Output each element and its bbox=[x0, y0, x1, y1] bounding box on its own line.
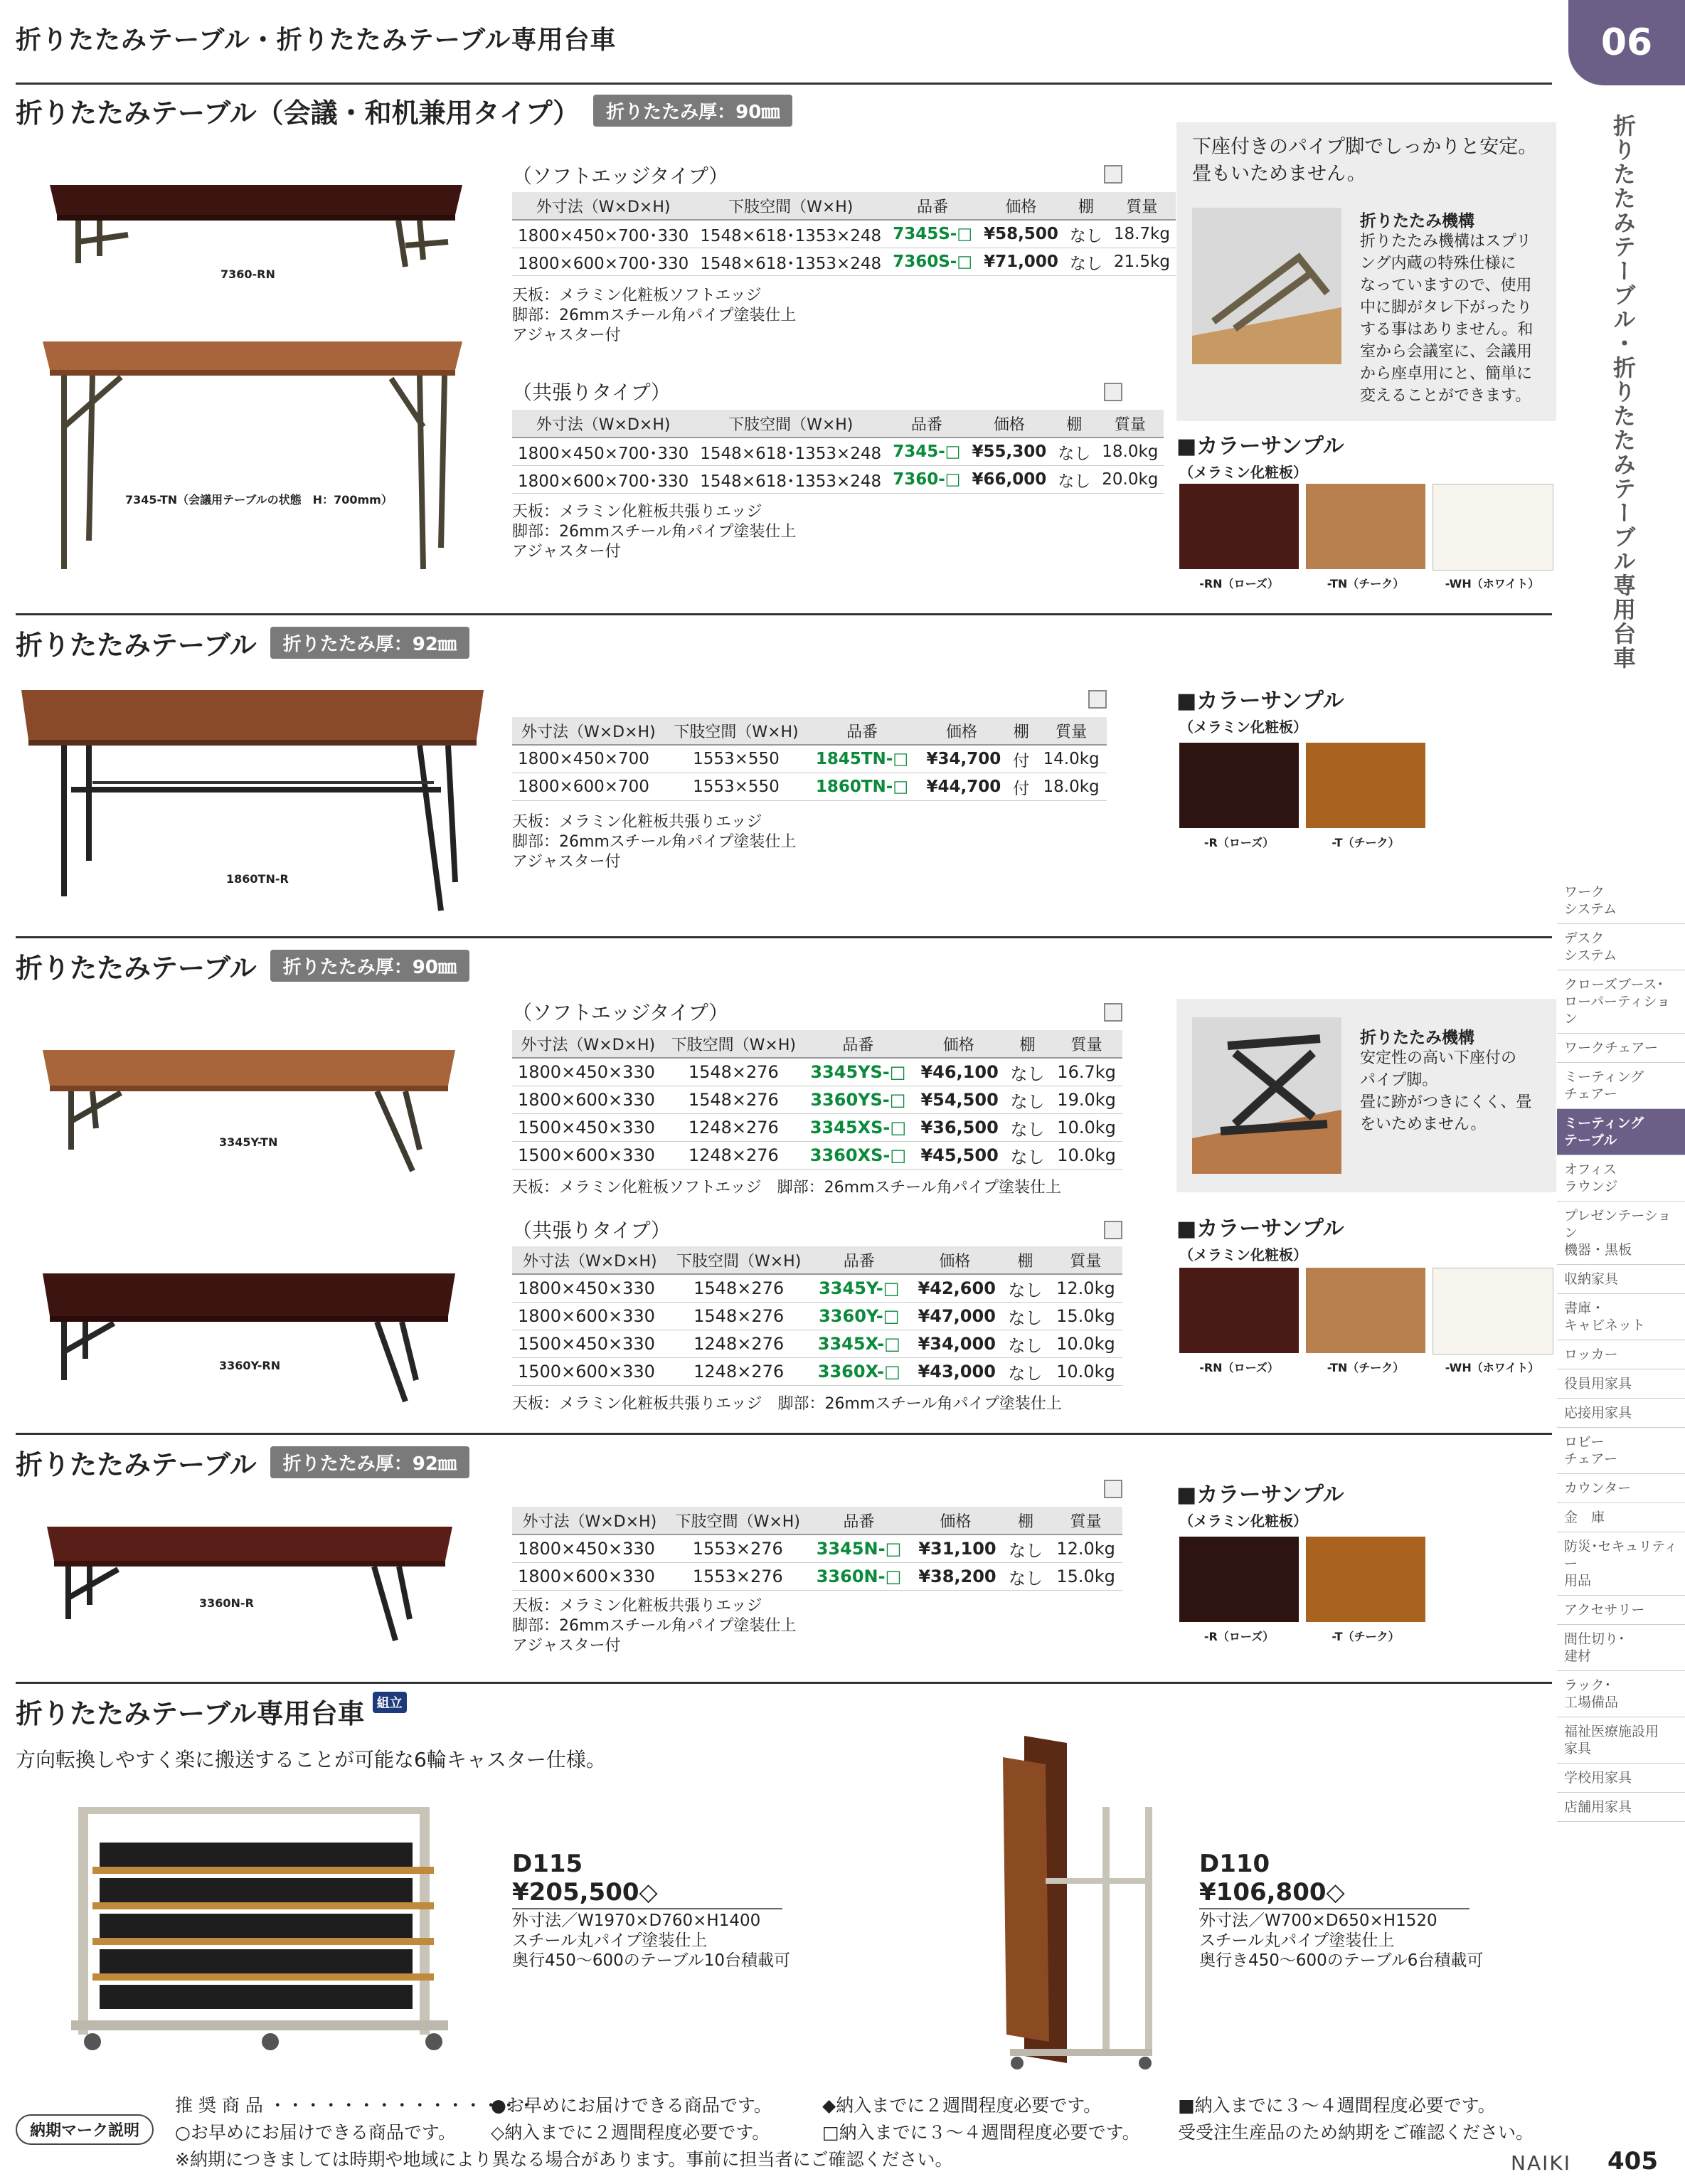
sec1-soft-table bbox=[512, 192, 1176, 276]
side-nav-item[interactable]: 金 庫 bbox=[1557, 1503, 1685, 1532]
cell: 1548×618･1353×248 bbox=[694, 248, 887, 276]
col-weight: 質量 bbox=[1049, 1246, 1122, 1274]
page-number: 405 bbox=[1607, 2147, 1658, 2175]
swatch-white bbox=[1432, 1268, 1553, 1355]
price-rule bbox=[512, 1908, 782, 1909]
swatch-label: -R（ローズ） bbox=[1203, 836, 1275, 849]
product-code: 7345-□ bbox=[887, 438, 966, 466]
product-code: 7360-□ bbox=[887, 466, 966, 494]
swatch-rose bbox=[1179, 743, 1299, 828]
side-nav-item[interactable]: 収納家具 bbox=[1557, 1265, 1685, 1294]
product-code: 7345S-□ bbox=[887, 220, 978, 248]
image-label: 1860TN-R bbox=[226, 872, 289, 886]
table-row bbox=[512, 1303, 1122, 1330]
sec3-soft-subtitle: （ソフトエッジタイプ） bbox=[512, 1001, 729, 1024]
folding-mechanism-image bbox=[1192, 208, 1341, 364]
sec4-title: 折りたたみテーブル bbox=[16, 1449, 257, 1480]
side-nav-item[interactable]: 福祉医療施設用 家具 bbox=[1557, 1717, 1685, 1764]
cell: なし bbox=[1001, 1330, 1049, 1358]
cell: 1548×276 bbox=[668, 1274, 810, 1303]
cell: 1248×276 bbox=[664, 1142, 804, 1170]
side-nav-item[interactable]: クローズブース･ ローパーティション bbox=[1557, 970, 1685, 1034]
product-code: 3360Y-□ bbox=[810, 1303, 908, 1330]
col-code: 品番 bbox=[807, 717, 916, 745]
table-row bbox=[512, 1534, 1122, 1563]
cell: 14.0kg bbox=[1036, 745, 1107, 773]
table-row bbox=[512, 1114, 1122, 1142]
sec1-soft-subtitle: （ソフトエッジタイプ） bbox=[512, 164, 729, 188]
swatch-subtitle: （メラミン化粧板） bbox=[1179, 464, 1307, 481]
table-row bbox=[512, 466, 1164, 494]
cell: なし bbox=[1001, 1274, 1049, 1303]
swatch-label: -T（チーク） bbox=[1331, 836, 1400, 849]
price: ¥47,000 bbox=[908, 1303, 1001, 1330]
col-leg: 下肢空間（W×H) bbox=[668, 1246, 810, 1274]
col-leg: 下肢空間（W×H) bbox=[694, 410, 887, 438]
checkbox-icon bbox=[1104, 165, 1122, 184]
feature-body: 安定性の高い下座付の パイプ脚。 畳に跡がつきにくく、畳 をいためません。 bbox=[1360, 1049, 1532, 1133]
side-nav-item[interactable]: ロッカー bbox=[1557, 1340, 1685, 1369]
legend-line2-2weeks: ◇納入までに２週間程度必要です。 bbox=[491, 2122, 770, 2143]
price: ¥66,000 bbox=[967, 466, 1053, 494]
cell: 付 bbox=[1006, 773, 1036, 801]
legend-line2-made-to-order: 受受注生産品のため納期をご確認ください。 bbox=[1178, 2122, 1534, 2143]
col-price: 価格 bbox=[908, 1246, 1001, 1274]
table-row bbox=[512, 1330, 1122, 1358]
vertical-section-title: 折りたたみテーブル・折りたたみテーブル専用台車 bbox=[1610, 114, 1637, 670]
cell: 1248×276 bbox=[664, 1114, 804, 1142]
side-nav-item[interactable]: アクセサリー bbox=[1557, 1596, 1685, 1625]
product-code: 3360YS-□ bbox=[803, 1086, 913, 1114]
swatch-rose bbox=[1179, 1537, 1299, 1622]
cell: 1548×276 bbox=[668, 1303, 810, 1330]
cell: 21.5kg bbox=[1108, 248, 1176, 276]
cell: なし bbox=[1002, 1563, 1050, 1591]
sec2-title: 折りたたみテーブル bbox=[16, 630, 257, 661]
legend-line1-2weeks: ◆納入までに２週間程度必要です。 bbox=[822, 2095, 1102, 2116]
swatch-teak bbox=[1306, 1268, 1425, 1353]
col-dims: 外寸法（W×D×H) bbox=[512, 192, 694, 220]
cell: 1553×550 bbox=[665, 773, 808, 801]
cell: 10.0kg bbox=[1049, 1330, 1122, 1358]
cell: 1800×600×700 bbox=[512, 773, 665, 801]
sec3-tomo-subtitle: （共張りタイプ） bbox=[512, 1219, 671, 1242]
legend-footnote: ※納期につきましては時期や地域により異なる場合があります。事前に担当者にご確認ください。 bbox=[175, 2149, 953, 2170]
col-shelf: 棚 bbox=[1002, 1507, 1050, 1534]
swatch-subtitle: （メラミン化粧板） bbox=[1179, 719, 1307, 736]
side-nav-item[interactable]: ラック･ 工場備品 bbox=[1557, 1671, 1685, 1717]
delivery-legend-badge: 納期マーク説明 bbox=[16, 2114, 154, 2145]
price: ¥34,000 bbox=[908, 1330, 1001, 1358]
table-image-7360-rn bbox=[36, 178, 477, 270]
cell: 10.0kg bbox=[1051, 1114, 1122, 1142]
cell: 1553×550 bbox=[665, 745, 808, 773]
cell: なし bbox=[1004, 1086, 1051, 1114]
cell: なし bbox=[1001, 1303, 1049, 1330]
price: ¥31,100 bbox=[909, 1534, 1002, 1563]
checkbox-icon bbox=[1088, 690, 1107, 709]
side-nav-item[interactable]: 学校用家具 bbox=[1557, 1764, 1685, 1793]
product-code: 3360X-□ bbox=[810, 1358, 908, 1386]
price: ¥58,500 bbox=[978, 220, 1064, 248]
cell: 1800×450×330 bbox=[512, 1058, 664, 1086]
cell: 1800×450×700･330 bbox=[512, 220, 694, 248]
sec2-header bbox=[16, 623, 469, 662]
price: ¥38,200 bbox=[909, 1563, 1002, 1591]
price: ¥34,700 bbox=[917, 745, 1007, 773]
product-code: 3345YS-□ bbox=[803, 1058, 913, 1086]
cell: 18.7kg bbox=[1108, 220, 1176, 248]
product-code: 1845TN-□ bbox=[807, 745, 916, 773]
price: ¥71,000 bbox=[978, 248, 1064, 276]
legend-line2-3weeks: □納入までに３～４週間程度必要です。 bbox=[822, 2122, 1140, 2143]
cart1-desc: 外寸法／W1970×D760×H1400 スチール丸パイプ塗装仕上 奥行450～600のテーブル10台積載可 bbox=[512, 1912, 790, 1970]
swatch-white bbox=[1432, 484, 1553, 571]
product-code: 3345N-□ bbox=[809, 1534, 909, 1563]
col-price: 価格 bbox=[978, 192, 1064, 220]
sec3-header bbox=[16, 946, 469, 985]
side-nav-item[interactable]: カウンター bbox=[1557, 1474, 1685, 1503]
cell: 12.0kg bbox=[1049, 1274, 1122, 1303]
side-nav-item[interactable]: 店舗用家具 bbox=[1557, 1793, 1685, 1822]
checkbox-icon bbox=[1104, 1480, 1122, 1498]
table-row bbox=[512, 1058, 1122, 1086]
cell: 1800×450×330 bbox=[512, 1534, 667, 1563]
swatch-label: -RN（ローズ） bbox=[1199, 1361, 1279, 1374]
product-code: 1860TN-□ bbox=[807, 773, 916, 801]
col-shelf: 棚 bbox=[1001, 1246, 1049, 1274]
sec1-thickness-tag: 折りたたみ厚：90㎜ bbox=[593, 95, 792, 127]
col-shelf: 棚 bbox=[1006, 717, 1036, 745]
sec3-title: 折りたたみテーブル bbox=[16, 953, 257, 984]
product-code: 3360N-□ bbox=[809, 1563, 909, 1591]
price: ¥45,500 bbox=[913, 1142, 1004, 1170]
cart-image-d110 bbox=[982, 1736, 1159, 2070]
folding-mechanism-image bbox=[1192, 1017, 1341, 1174]
sec1-title: 折りたたみテーブル（会議・和机兼用タイプ） bbox=[16, 97, 580, 129]
cart1-price: ¥205,500◇ bbox=[512, 1878, 658, 1907]
cell: 1800×600×330 bbox=[512, 1086, 664, 1114]
sec3-soft-table bbox=[512, 1030, 1122, 1170]
cell: 1800×600×330 bbox=[512, 1563, 667, 1591]
side-nav-item-active[interactable]: ミーティング テーブル bbox=[1557, 1109, 1685, 1155]
swatch-title: ■カラーサンプル bbox=[1176, 689, 1344, 714]
col-leg: 下肢空間（W×H) bbox=[667, 1507, 809, 1534]
cell: 1248×276 bbox=[668, 1358, 810, 1386]
col-shelf: 棚 bbox=[1004, 1030, 1051, 1058]
col-code: 品番 bbox=[887, 410, 966, 438]
sec2-thickness-tag: 折りたたみ厚：92㎜ bbox=[270, 627, 469, 659]
col-price: 価格 bbox=[913, 1030, 1004, 1058]
sec3-soft-note: 天板：メラミン化粧板ソフトエッジ 脚部：26mmスチール角パイプ塗装仕上 bbox=[512, 1179, 1061, 1197]
sec5-header bbox=[16, 1692, 407, 1731]
side-nav-item[interactable]: デスク システム bbox=[1557, 924, 1685, 970]
col-leg: 下肢空間（W×H) bbox=[664, 1030, 804, 1058]
product-code: 3345XS-□ bbox=[803, 1114, 913, 1142]
section-divider bbox=[16, 936, 1552, 938]
cell: 1800×600×330 bbox=[512, 1303, 668, 1330]
side-nav-item[interactable]: オフィス ラウンジ bbox=[1557, 1155, 1685, 1202]
col-code: 品番 bbox=[809, 1507, 909, 1534]
swatch-title: ■カラーサンプル bbox=[1176, 1483, 1344, 1507]
side-nav bbox=[1557, 878, 1685, 1822]
cell: 1553×276 bbox=[667, 1534, 809, 1563]
legend-line1-stock: ●お早めにお届けできる商品です。 bbox=[491, 2095, 772, 2116]
swatch-label: -WH（ホワイト） bbox=[1445, 577, 1540, 590]
col-dims: 外寸法（W×D×H) bbox=[512, 1030, 664, 1058]
cell: 1800×450×700 bbox=[512, 745, 665, 773]
chapter-tab: 06 bbox=[1568, 0, 1685, 85]
col-price: 価格 bbox=[917, 717, 1007, 745]
cart2-price: ¥106,800◇ bbox=[1199, 1878, 1345, 1907]
col-dims: 外寸法（W×D×H) bbox=[512, 1246, 668, 1274]
sec4-table bbox=[512, 1507, 1122, 1591]
sec3-feature-box bbox=[1176, 999, 1556, 1192]
cart2-desc: 外寸法／W700×D650×H1520 スチール丸パイプ塗装仕上 奥行き450～600のテーブル6台積載可 bbox=[1199, 1912, 1484, 1970]
table-row bbox=[512, 220, 1176, 248]
cell: 1800×450×330 bbox=[512, 1274, 668, 1303]
cell: なし bbox=[1002, 1534, 1050, 1563]
legend-line2-stock: ○お早めにお届けできる商品です。 bbox=[175, 2122, 456, 2143]
price: ¥46,100 bbox=[913, 1058, 1004, 1086]
cell: 15.0kg bbox=[1049, 1303, 1122, 1330]
col-shelf: 棚 bbox=[1052, 410, 1096, 438]
col-dims: 外寸法（W×D×H) bbox=[512, 410, 694, 438]
cell: 1548×618･1353×248 bbox=[694, 466, 887, 494]
section-divider bbox=[16, 613, 1552, 615]
cell: 12.0kg bbox=[1049, 1534, 1122, 1563]
side-nav-item[interactable]: ロビー チェアー bbox=[1557, 1428, 1685, 1474]
cart2-model: D110 bbox=[1199, 1850, 1270, 1878]
cell: 付 bbox=[1006, 745, 1036, 773]
legend-line1-3weeks: ■納入までに３～４週間程度必要です。 bbox=[1178, 2095, 1496, 2116]
cell: 1553×276 bbox=[667, 1563, 809, 1591]
product-code: 7360S-□ bbox=[887, 248, 978, 276]
price: ¥44,700 bbox=[917, 773, 1007, 801]
cell: 19.0kg bbox=[1051, 1086, 1122, 1114]
price: ¥43,000 bbox=[908, 1358, 1001, 1386]
cell: 20.0kg bbox=[1096, 466, 1164, 494]
sec3-thickness-tag: 折りたたみ厚：90㎜ bbox=[270, 950, 469, 982]
col-weight: 質量 bbox=[1051, 1030, 1122, 1058]
swatch-teak bbox=[1306, 1537, 1425, 1622]
table-image-7345-tn bbox=[36, 334, 477, 576]
table-row bbox=[512, 773, 1107, 801]
col-leg: 下肢空間（W×H) bbox=[665, 717, 808, 745]
sec1-tomo-subtitle: （共張りタイプ） bbox=[512, 381, 671, 404]
image-label: 3345Y-TN bbox=[219, 1135, 278, 1149]
cell: 1800×450×700･330 bbox=[512, 438, 694, 466]
col-code: 品番 bbox=[803, 1030, 913, 1058]
swatch-label: -TN（チーク） bbox=[1327, 577, 1405, 590]
cell: なし bbox=[1004, 1114, 1051, 1142]
side-nav-item[interactable]: 書庫・ キャビネット bbox=[1557, 1294, 1685, 1340]
col-code: 品番 bbox=[887, 192, 978, 220]
page-title: 折りたたみテーブル・折りたたみテーブル専用台車 bbox=[16, 26, 617, 55]
col-weight: 質量 bbox=[1096, 410, 1164, 438]
cell: 1500×450×330 bbox=[512, 1114, 664, 1142]
feature-head: 折りたたみ機構 bbox=[1360, 1029, 1474, 1047]
col-weight: 質量 bbox=[1049, 1507, 1122, 1534]
cell: なし bbox=[1052, 438, 1096, 466]
cell: 1800×600×700･330 bbox=[512, 466, 694, 494]
feature-body: 折りたたみ機構はスプリ ング内蔵の特殊仕様に なっていますので、使用 中に脚がタレ下がったり する事はありません。和 室から会議室に、会議用 から座卓用にと、簡単に 変えることができます。 bbox=[1360, 233, 1533, 405]
cell: 1548×276 bbox=[664, 1058, 804, 1086]
swatch-rose bbox=[1179, 484, 1299, 569]
sec4-thickness-tag: 折りたたみ厚：92㎜ bbox=[270, 1446, 469, 1478]
image-label: 3360N-R bbox=[199, 1596, 254, 1610]
cell: なし bbox=[1064, 248, 1108, 276]
sec2-table bbox=[512, 717, 1107, 801]
cell: なし bbox=[1004, 1058, 1051, 1086]
cell: 1548×276 bbox=[664, 1086, 804, 1114]
price-rule bbox=[1199, 1908, 1469, 1909]
cell: 1548×618･1353×248 bbox=[694, 438, 887, 466]
brand-name: NAIKI bbox=[1511, 2151, 1571, 2175]
cell: 18.0kg bbox=[1096, 438, 1164, 466]
checkbox-icon bbox=[1104, 383, 1122, 401]
feature-lead: 下座付きのパイプ脚でしっかりと安定。 畳もいためません。 bbox=[1192, 136, 1538, 185]
cart-image-d115 bbox=[64, 1800, 462, 2056]
price: ¥42,600 bbox=[908, 1274, 1001, 1303]
side-nav-item[interactable]: 間仕切り･ 建材 bbox=[1557, 1625, 1685, 1671]
cell: 15.0kg bbox=[1049, 1563, 1122, 1591]
sec1-header bbox=[16, 91, 792, 130]
col-leg: 下肢空間（W×H) bbox=[694, 192, 887, 220]
sec5-lead: 方向転換しやすく楽に搬送することが可能な6輪キャスター仕様。 bbox=[16, 1748, 606, 1771]
checkbox-icon bbox=[1104, 1221, 1122, 1239]
title-rule bbox=[16, 83, 1552, 85]
col-price: 価格 bbox=[967, 410, 1053, 438]
cell: 1548×618･1353×248 bbox=[694, 220, 887, 248]
image-label: 7345-TN（会議用テーブルの状態 H：700mm） bbox=[125, 493, 393, 507]
swatch-rose bbox=[1179, 1268, 1299, 1353]
swatch-subtitle: （メラミン化粧板） bbox=[1179, 1246, 1307, 1263]
col-dims: 外寸法（W×D×H) bbox=[512, 717, 665, 745]
side-nav-item[interactable]: ミーティング チェアー bbox=[1557, 1063, 1685, 1109]
swatch-teak bbox=[1306, 484, 1425, 569]
feature-head: 折りたたみ機構 bbox=[1360, 212, 1474, 230]
swatch-label: -RN（ローズ） bbox=[1199, 577, 1279, 590]
cell: 1800×600×700･330 bbox=[512, 248, 694, 276]
side-nav-item[interactable]: ワークチェアー bbox=[1557, 1034, 1685, 1063]
table-row bbox=[512, 745, 1107, 773]
swatch-title: ■カラーサンプル bbox=[1176, 434, 1344, 459]
table-row bbox=[512, 1142, 1122, 1170]
side-nav-item[interactable]: 防災･セキュリティー 用品 bbox=[1557, 1532, 1685, 1596]
sec4-note: 天板：メラミン化粧板共張りエッジ 脚部：26mmスチール角パイプ塗装仕上 アジャスター付 bbox=[512, 1597, 797, 1655]
price: ¥54,500 bbox=[913, 1086, 1004, 1114]
side-nav-item[interactable]: 応接用家具 bbox=[1557, 1399, 1685, 1428]
swatch-teak bbox=[1306, 743, 1425, 828]
cell: 18.0kg bbox=[1036, 773, 1107, 801]
cell: 16.7kg bbox=[1051, 1058, 1122, 1086]
cell: 1500×600×330 bbox=[512, 1358, 668, 1386]
col-dims: 外寸法（W×D×H) bbox=[512, 1507, 667, 1534]
sec3-tomo-table bbox=[512, 1246, 1122, 1386]
sec5-title: 折りたたみテーブル専用台車 bbox=[16, 1698, 365, 1729]
table-row bbox=[512, 1086, 1122, 1114]
cell: なし bbox=[1001, 1358, 1049, 1386]
sec3-tomo-note: 天板：メラミン化粧板共張りエッジ 脚部：26mmスチール角パイプ塗装仕上 bbox=[512, 1395, 1062, 1413]
table-row bbox=[512, 248, 1176, 276]
cell: なし bbox=[1064, 220, 1108, 248]
sec1-tomo-table bbox=[512, 410, 1164, 494]
swatch-label: -R（ローズ） bbox=[1203, 1630, 1275, 1643]
table-image-3345y-tn bbox=[43, 1043, 469, 1178]
image-label: 7360-RN bbox=[220, 267, 275, 281]
sec2-note: 天板：メラミン化粧板共張りエッジ 脚部：26mmスチール角パイプ塗装仕上 アジャスター付 bbox=[512, 813, 797, 871]
col-code: 品番 bbox=[810, 1246, 908, 1274]
product-code: 3345Y-□ bbox=[810, 1274, 908, 1303]
side-nav-item[interactable]: プレゼンテーション 機器・黒板 bbox=[1557, 1202, 1685, 1265]
product-code: 3345X-□ bbox=[810, 1330, 908, 1358]
swatch-subtitle: （メラミン化粧板） bbox=[1179, 1512, 1307, 1530]
swatch-label: -TN（チーク） bbox=[1327, 1361, 1405, 1374]
checkbox-icon bbox=[1104, 1003, 1122, 1022]
table-row bbox=[512, 438, 1164, 466]
table-row bbox=[512, 1563, 1122, 1591]
cell: なし bbox=[1004, 1142, 1051, 1170]
swatch-label: -T（チーク） bbox=[1331, 1630, 1400, 1643]
assembly-badge: 組立 bbox=[373, 1692, 407, 1713]
side-nav-item[interactable]: ワーク システム bbox=[1557, 878, 1685, 924]
cell: 10.0kg bbox=[1051, 1142, 1122, 1170]
swatch-label: -WH（ホワイト） bbox=[1445, 1361, 1540, 1374]
table-row bbox=[512, 1358, 1122, 1386]
col-shelf: 棚 bbox=[1064, 192, 1108, 220]
table-image-3360n-r bbox=[47, 1520, 467, 1648]
product-code: 3360XS-□ bbox=[803, 1142, 913, 1170]
sec1-feature-box bbox=[1176, 122, 1556, 421]
section-divider bbox=[16, 1433, 1552, 1435]
image-label: 3360Y-RN bbox=[219, 1359, 281, 1372]
cart1-model: D115 bbox=[512, 1850, 583, 1878]
col-weight: 質量 bbox=[1036, 717, 1107, 745]
price: ¥55,300 bbox=[967, 438, 1053, 466]
swatch-title: ■カラーサンプル bbox=[1176, 1216, 1344, 1241]
sec1-soft-note: 天板：メラミン化粧板ソフトエッジ 脚部：26mmスチール角パイプ塗装仕上 アジャスター付 bbox=[512, 287, 797, 344]
side-nav-item[interactable]: 役員用家具 bbox=[1557, 1369, 1685, 1399]
cell: 1248×276 bbox=[668, 1330, 810, 1358]
sec4-header bbox=[16, 1443, 469, 1482]
cell: 1500×450×330 bbox=[512, 1330, 668, 1358]
table-row bbox=[512, 1274, 1122, 1303]
price: ¥36,500 bbox=[913, 1114, 1004, 1142]
sec1-tomo-note: 天板：メラミン化粧板共張りエッジ 脚部：26mmスチール角パイプ塗装仕上 アジャスター付 bbox=[512, 503, 797, 561]
col-weight: 質量 bbox=[1108, 192, 1176, 220]
table-image-3360y-rn bbox=[43, 1266, 469, 1409]
cell: 10.0kg bbox=[1049, 1358, 1122, 1386]
legend-line1-label: 推 奨 商 品 ・・・・・・・・・・・・・・・ bbox=[175, 2095, 536, 2116]
section-divider bbox=[16, 1682, 1552, 1684]
cell: なし bbox=[1052, 466, 1096, 494]
col-price: 価格 bbox=[909, 1507, 1002, 1534]
cell: 1500×600×330 bbox=[512, 1142, 664, 1170]
